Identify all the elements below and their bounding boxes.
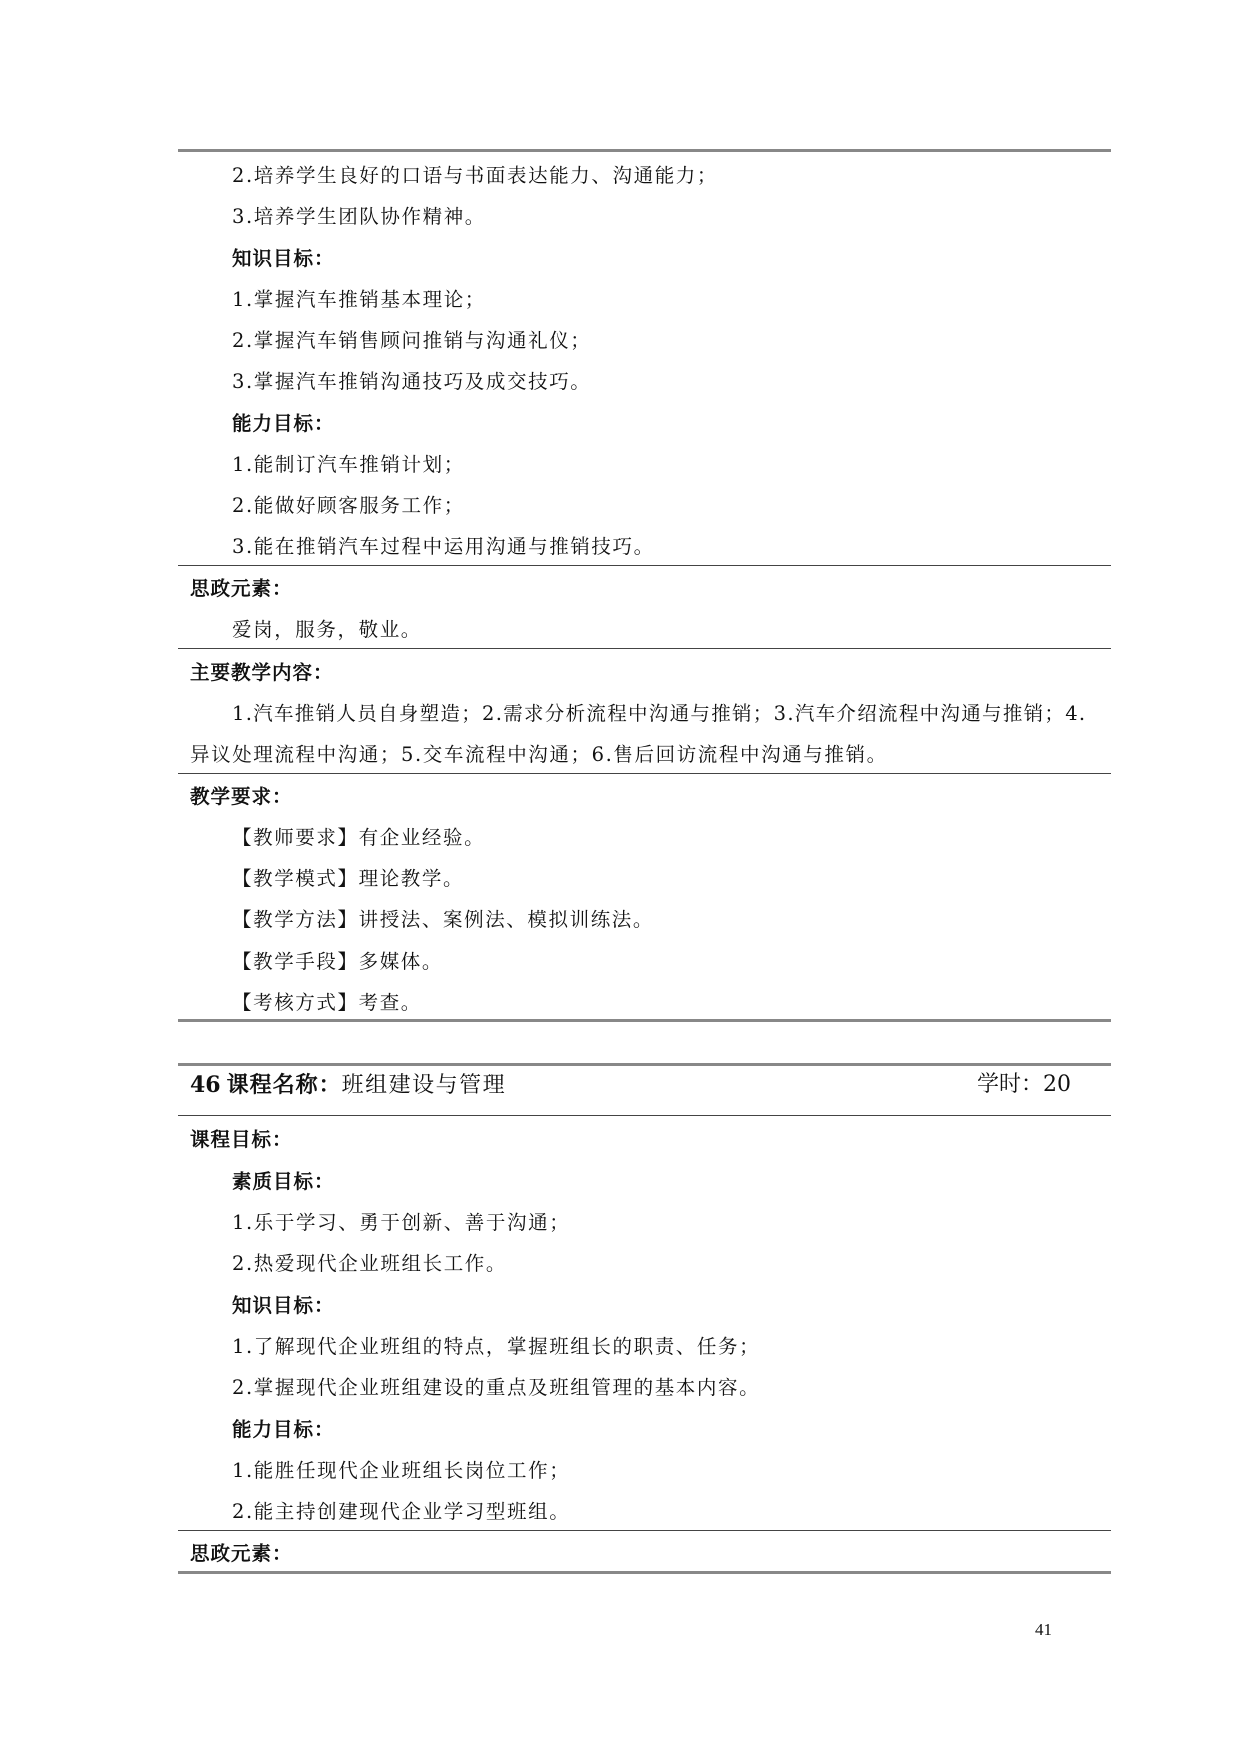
ability-heading: 能力目标： — [232, 412, 335, 435]
ability-heading: 能力目标： — [232, 1418, 335, 1441]
requirement-item: 【考核方式】考查。 — [232, 991, 422, 1014]
quality-heading: 素质目标： — [232, 1170, 335, 1193]
section-end-rule — [178, 1019, 1111, 1022]
divider — [178, 648, 1111, 649]
quality-item: 3.培养学生团队协作精神。 — [232, 205, 486, 228]
ability-item: 1.能胜任现代企业班组长岗位工作； — [232, 1459, 571, 1482]
course-number: 46 — [190, 1072, 221, 1098]
ability-item: 2.能做好顾客服务工作； — [232, 494, 465, 517]
course-header-title — [190, 1070, 506, 1101]
divider — [178, 773, 1111, 774]
knowledge-item: 3.掌握汽车推销沟通技巧及成交技巧。 — [232, 370, 592, 393]
requirement-item: 【教学手段】多媒体。 — [232, 950, 444, 973]
divider — [178, 1530, 1111, 1531]
ability-item: 2.能主持创建现代企业学习型班组。 — [232, 1500, 571, 1523]
ideology-heading: 思政元素： — [190, 1542, 293, 1565]
quality-item: 2.培养学生良好的口语与书面表达能力、沟通能力； — [232, 164, 719, 187]
requirement-item: 【教师要求】有企业经验。 — [232, 826, 486, 849]
knowledge-heading: 知识目标： — [232, 247, 335, 270]
quality-item: 1.乐于学习、勇于创新、善于沟通； — [232, 1211, 571, 1234]
ideology-heading: 思政元素： — [190, 577, 293, 600]
requirement-item: 【教学方法】讲授法、案例法、模拟训练法。 — [232, 908, 655, 931]
quality-item: 2.热爱现代企业班组长工作。 — [232, 1252, 508, 1275]
bottom-rule — [178, 1571, 1111, 1574]
ability-item: 1.能制订汽车推销计划； — [232, 453, 465, 476]
knowledge-item: 2.掌握现代企业班组建设的重点及班组管理的基本内容。 — [232, 1376, 761, 1399]
ability-item: 3.能在推销汽车过程中运用沟通与推销技巧。 — [232, 535, 655, 558]
content-line: 1.汽车推销人员自身塑造；2.需求分析流程中沟通与推销；3.汽车介绍流程中沟通与推销；4. — [232, 702, 1087, 725]
knowledge-item: 2.掌握汽车销售顾问推销与沟通礼仪； — [232, 329, 592, 352]
page-number: 41 — [1035, 1620, 1052, 1639]
content-line: 异议处理流程中沟通；5.交车流程中沟通；6.售后回访流程中沟通与推销。 — [190, 743, 888, 766]
hours-value: 20 — [1043, 1072, 1072, 1097]
knowledge-item: 1.掌握汽车推销基本理论； — [232, 288, 486, 311]
ideology-text: 爱岗，服务，敬业。 — [232, 618, 422, 641]
course-header-rule — [178, 1063, 1111, 1066]
course-hours — [977, 1070, 1071, 1100]
divider — [178, 1115, 1111, 1116]
requirement-item: 【教学模式】理论教学。 — [232, 867, 465, 890]
objectives-heading: 课程目标： — [190, 1128, 293, 1151]
knowledge-item: 1.了解现代企业班组的特点，掌握班组长的职责、任务； — [232, 1335, 761, 1358]
course-name-label: 课程名称： — [226, 1072, 342, 1098]
divider — [178, 565, 1111, 566]
knowledge-heading: 知识目标： — [232, 1294, 335, 1317]
course-name: 班组建设与管理 — [341, 1073, 507, 1098]
requirements-heading: 教学要求： — [190, 785, 293, 808]
content-heading: 主要教学内容： — [190, 661, 334, 684]
hours-label: 学时： — [977, 1072, 1044, 1097]
top-rule — [178, 149, 1111, 152]
